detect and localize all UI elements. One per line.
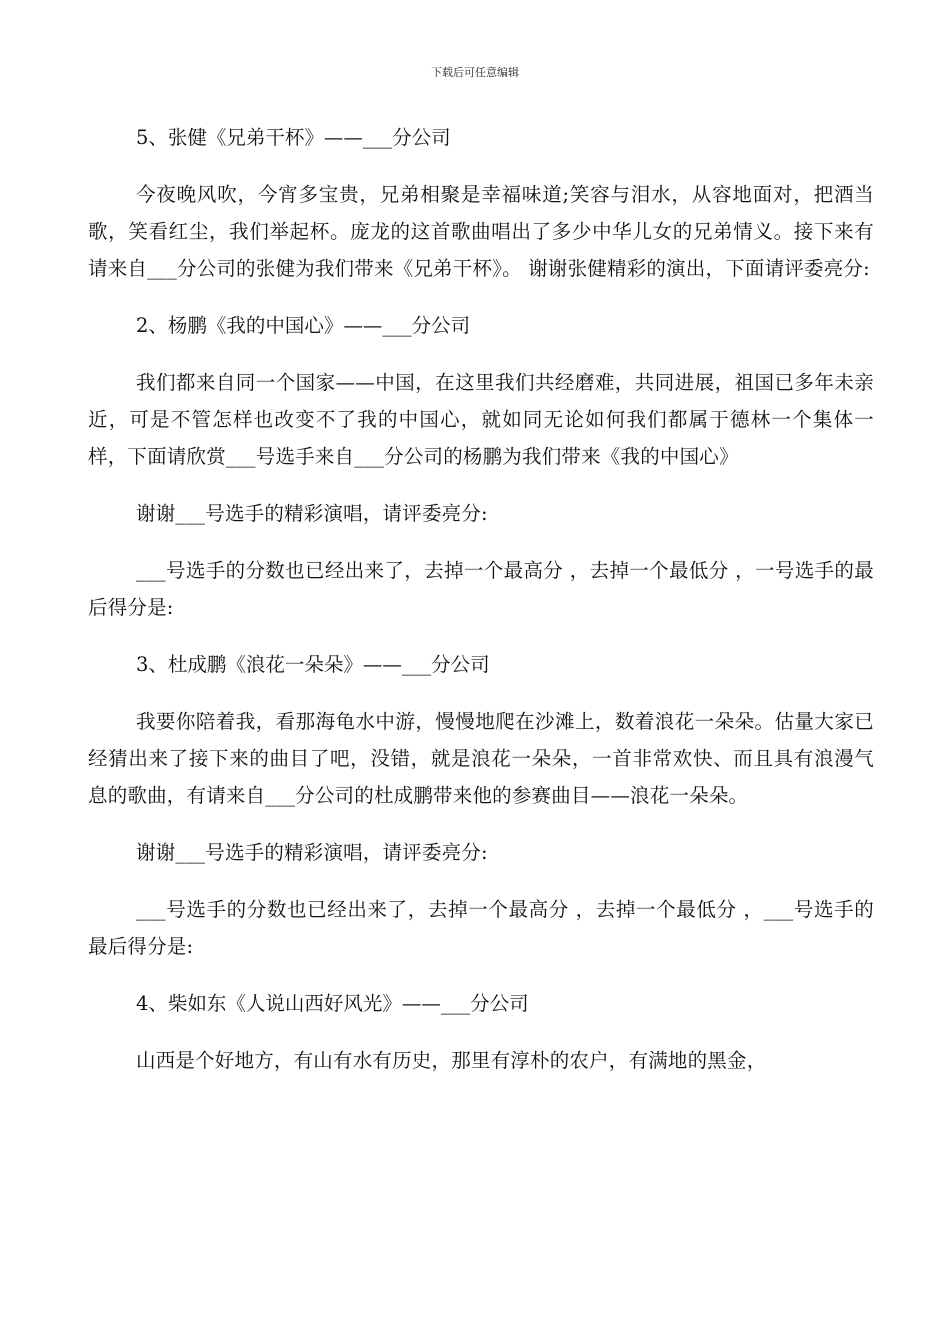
section-heading: 3、杜成鹏《浪花一朵朵》——___分公司 xyxy=(136,653,490,676)
paragraph: 今夜晚风吹，今宵多宝贵，兄弟相聚是幸福味道;笑容与泪水，从容地面对，把酒当歌，笑看红尘，我们举起杯。庞龙的这首歌曲唱出了多少中华儿女的兄弟情义。接下来有请来自___分公司的张健为我们带来《兄弟干杯》。 谢谢张健精彩的演出，下面请评委亮分: xyxy=(88,183,874,280)
paragraph: 我们都来自同一个国家——中国，在这里我们共经磨难，共同进展，祖国已多年未亲近，可是不管怎样也改变不了我的中国心，就如同无论如何我们都属于德林一个集体一样，下面请欣赏___号选手来自___分公司的杨鹏为我们带来《我的中国心》 xyxy=(88,371,874,468)
section-heading: 4、柴如东《人说山西好风光》——___分公司 xyxy=(136,992,529,1015)
paragraph: 山西是个好地方，有山有水有历史，那里有淳朴的农户，有满地的黑金， xyxy=(136,1049,767,1072)
paragraph: 我要你陪着我，看那海龟水中游，慢慢地爬在沙滩上，数着浪花一朵朵。估量大家已经猜出来了接下来的曲目了吧，没错，就是浪花一朵朵，一首非常欢快、而且具有浪漫气息的歌曲，有请来自___分公司的杜成鹏带来他的参赛曲目——浪花一朵朵。 xyxy=(88,710,874,807)
document-body xyxy=(88,119,874,1079)
page-header-note: 下载后可任意编辑 xyxy=(431,66,519,79)
paragraph: 谢谢___号选手的精彩演唱，请评委亮分: xyxy=(136,841,488,864)
section-heading: 2、杨鹏《我的中国心》——___分公司 xyxy=(136,314,471,337)
paragraph: ___号选手的分数也已经出来了，去掉一个最高分 ，去掉一个最低分 ，___号选手的最后得分是: xyxy=(88,898,874,958)
section-heading: 5、张健《兄弟干杯》——___分公司 xyxy=(136,126,451,149)
paragraph: 谢谢___号选手的精彩演唱，请评委亮分: xyxy=(136,502,488,525)
paragraph: ___号选手的分数也已经出来了，去掉一个最高分 ，去掉一个最低分 ，一号选手的最后得分是: xyxy=(88,559,874,619)
